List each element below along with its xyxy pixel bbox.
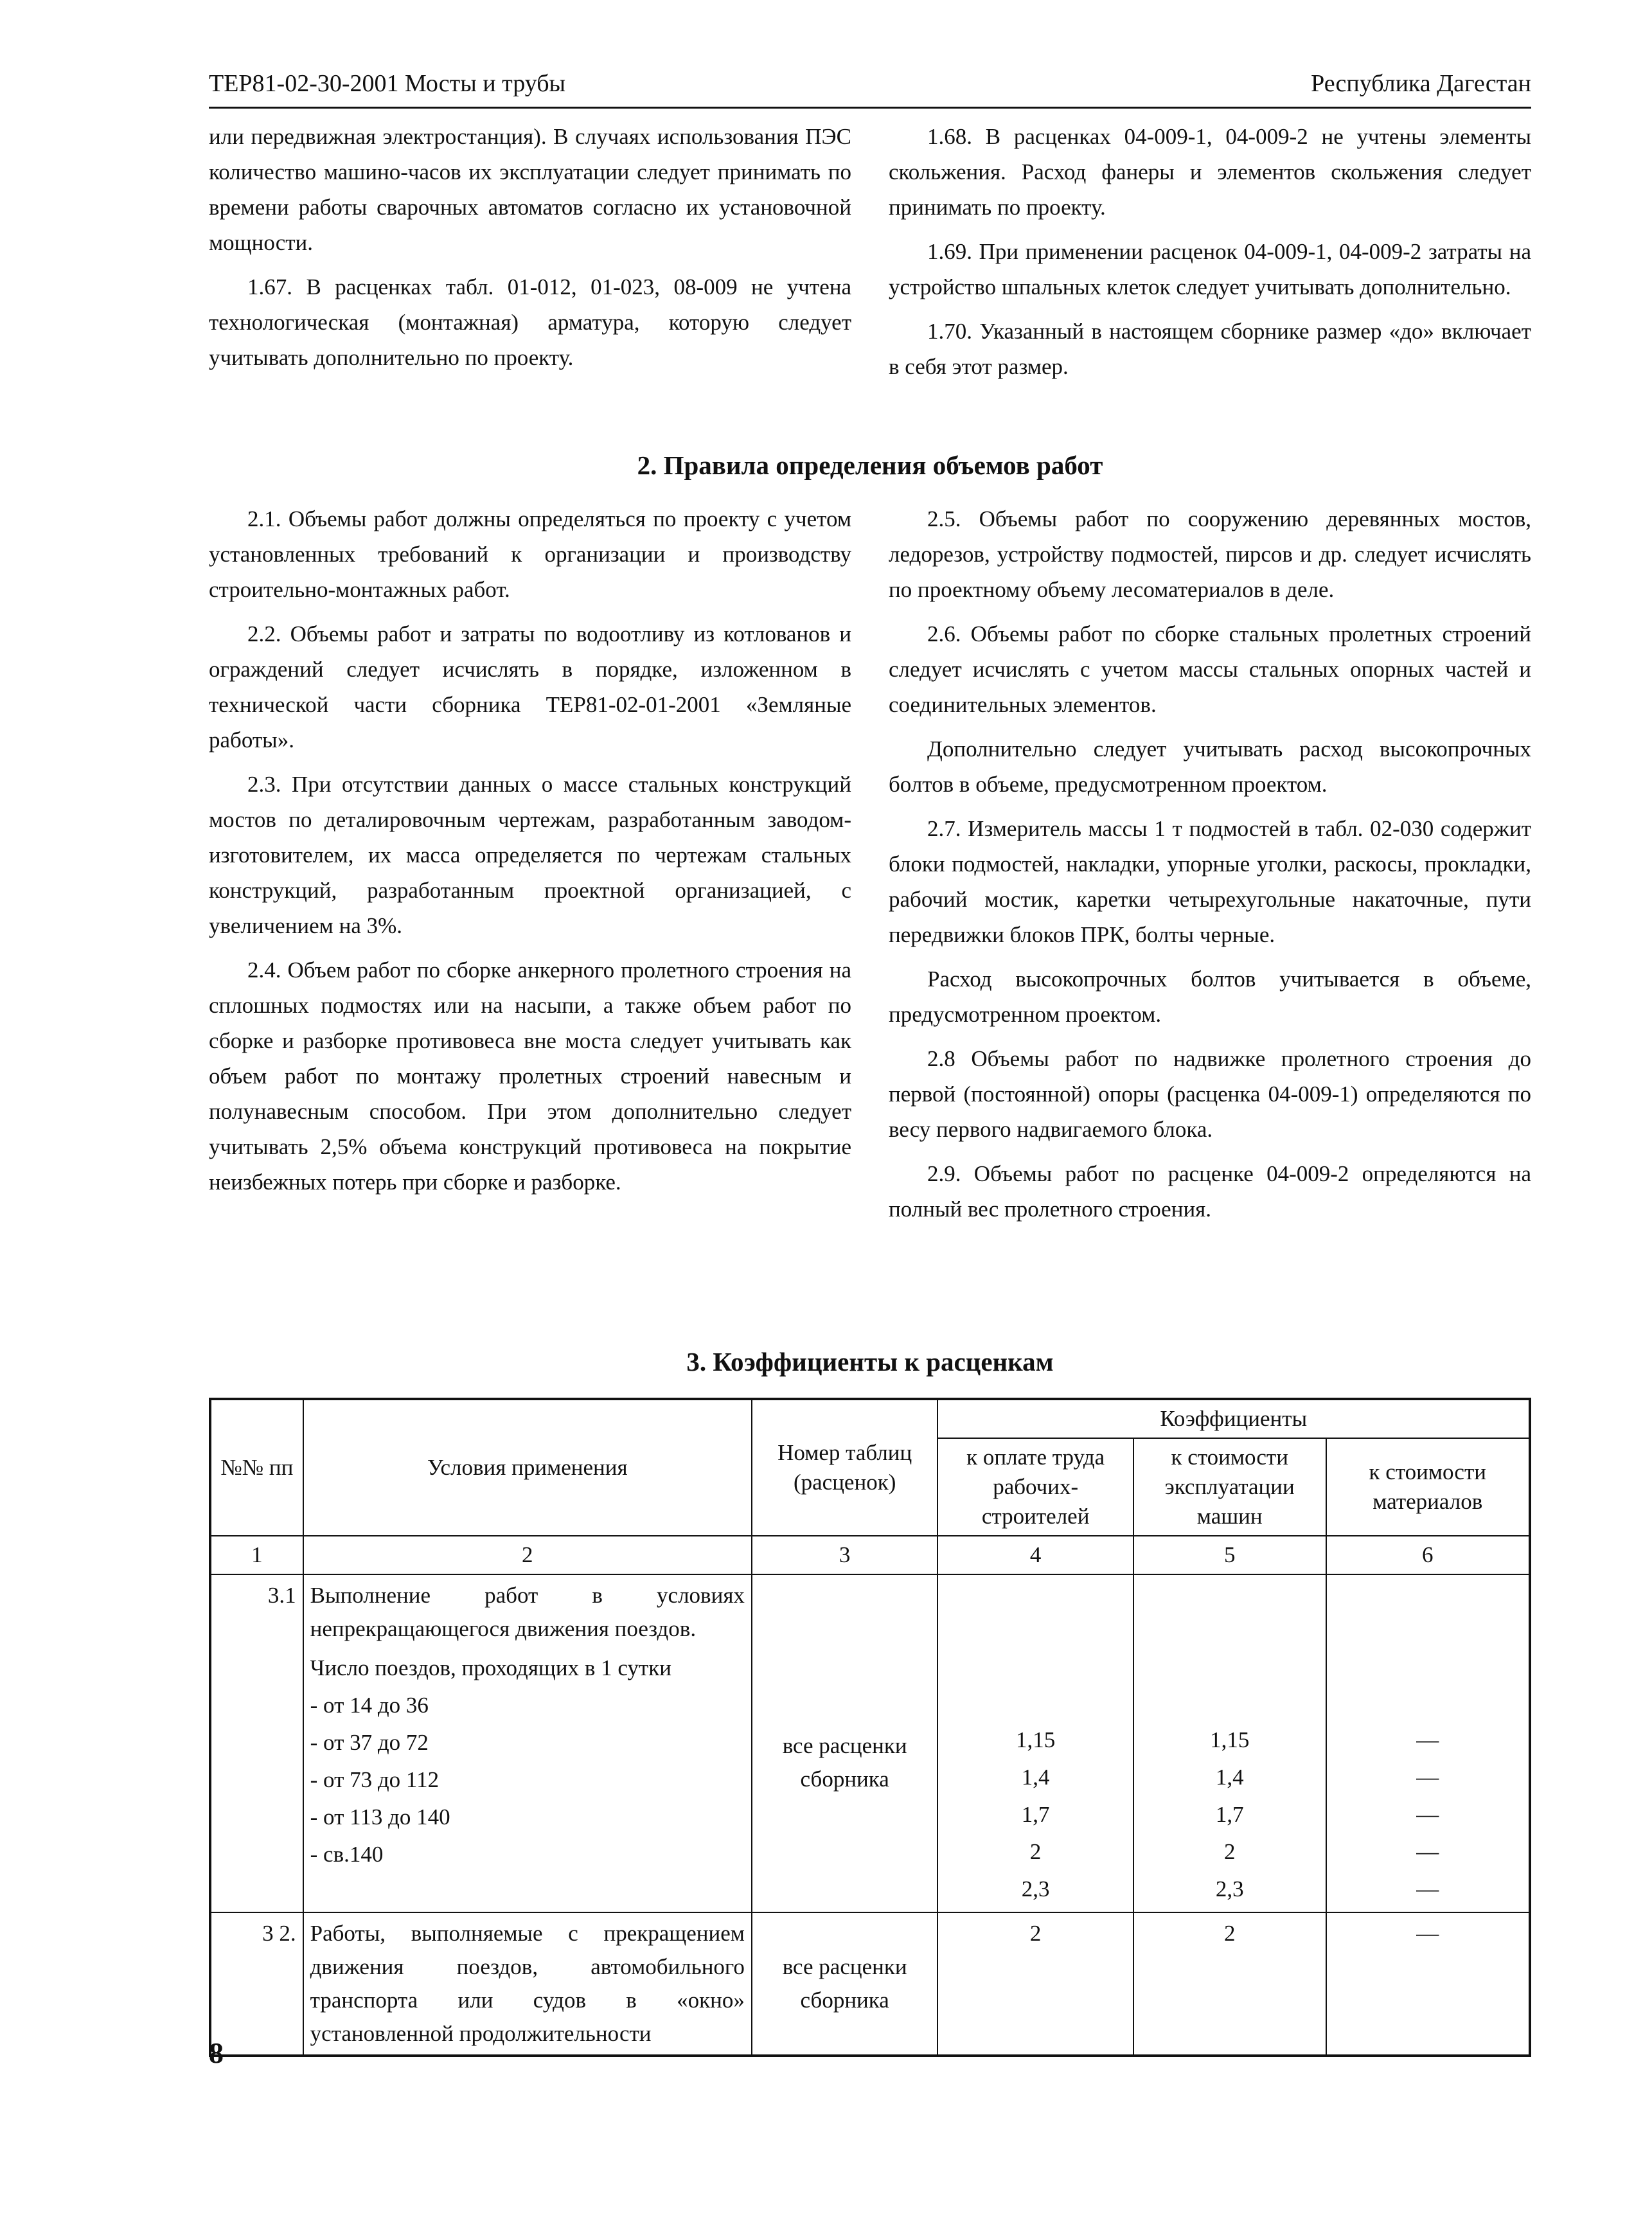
coefficient-value: 2 (1223, 1839, 1236, 1864)
paragraph: 2.6. Объемы работ по сборке стальных пролетных строений следует исчислять с учетом массы стальных опорных частей и соединительных элементов. (889, 621, 1531, 717)
header-region: Республика Дагестан (1311, 70, 1531, 97)
row-conditions: Работы, выполняемые с прекращением движения поездов, автомобильного транспорта или судов в «окно» установленной продолжительности (303, 1912, 752, 2056)
coefficient-value: — (1416, 1727, 1439, 1752)
paragraph: 2.3. При отсутствии данных о массе стальных конструкций мостов по деталировочным чертежам, разработанным заводом-изготовителем, их масса определяется по чертежам стальных конструкций, разработанным проектной организацией, с увеличением на 3%. (209, 772, 851, 938)
coefficient-value: 2,3 (1215, 1876, 1244, 1901)
intro-right-column (889, 119, 1531, 393)
header-coefficients: Коэффициенты (937, 1399, 1530, 1438)
paragraph: 2.2. Объемы работ и затраты по водоотливу из котлованов и ограждений следует исчислять в порядке, изложенном в технической части сборника ТЕР81-02-01-2001 «Земляные работы». (209, 621, 851, 752)
paragraph: Дополнительно следует учитывать расход высокопрочных болтов в объеме, предусмотренном проектом. (889, 736, 1531, 797)
coefficients-table (209, 1398, 1531, 2057)
coefficient-value: 1,7 (1215, 1802, 1244, 1827)
coefficient-value: 1,15 (1016, 1727, 1056, 1752)
coefficient-value: — (1416, 1802, 1439, 1827)
condition-line: - от 14 до 36 (310, 1693, 429, 1718)
section-2-right-column (889, 501, 1531, 1236)
condition-line: Выполнение работ в условиях непрекращающегося движения поездов. (310, 1583, 745, 1641)
row-machine-coefficients (1133, 1574, 1326, 1912)
paragraph: 1.67. В расценках табл. 01-012, 01-023, 08-009 не учтена технологическая (монтажная) арматура, которую следует учитывать дополнительно по проекту. (209, 274, 851, 370)
header-conditions: Условия применения (303, 1399, 752, 1536)
intro-left-column (209, 119, 851, 384)
row-table-numbers: все расценки сборника (752, 1912, 938, 2056)
condition-line: - от 113 до 140 (310, 1804, 450, 1830)
paragraph: Расход высокопрочных болтов учитывается в объеме, предусмотренном проектом. (889, 966, 1531, 1027)
table-header-row (210, 1399, 1530, 1438)
coefficient-value: — (1416, 1876, 1439, 1901)
paragraph: 2.1. Объемы работ должны определяться по проекту с учетом установленных требований к организации и производству строительно-монтажных работ. (209, 506, 851, 602)
coefficient-value: — (1416, 1765, 1439, 1790)
running-header (209, 64, 1531, 109)
coefficient-value: 1,4 (1021, 1765, 1050, 1790)
section-2-left-column (209, 501, 851, 1209)
column-number: 6 (1326, 1536, 1530, 1574)
section-3-title: 3. Коэффициенты к расценкам (686, 1347, 1054, 1376)
column-number: 4 (937, 1536, 1133, 1574)
table-row (210, 1574, 1530, 1912)
row-number: 3 2. (210, 1912, 303, 2056)
coefficient-value: 1,7 (1021, 1802, 1050, 1827)
column-number: 2 (303, 1536, 752, 1574)
paragraph: 2.8 Объемы работ по надвижке пролетного строения до первой (постоянной) опоры (расценка 04-009-1) определяются по весу первого надвигаемого блока. (889, 1046, 1531, 1142)
header-machines: к стоимости эксплуатации машин (1133, 1438, 1326, 1536)
paragraph: 1.68. В расценках 04-009-1, 04-009-2 не учтены элементы скольжения. Расход фанеры и элементов скольжения следует принимать по проекту. (889, 124, 1531, 220)
header-title: ТЕР81-02-30-2001 Мосты и трубы (209, 70, 566, 97)
coefficient-value: 1,15 (1210, 1727, 1250, 1752)
header-number: №№ пп (210, 1399, 303, 1536)
paragraph: 1.70. Указанный в настоящем сборнике размер «до» включает в себя этот размер. (889, 319, 1531, 379)
row-table-numbers: все расценки сборника (752, 1574, 938, 1912)
paragraph: 2.5. Объемы работ по сооружению деревянных мостов, ледорезов, устройству подмостей, пирсов и др. следует исчислять по проектному объему лесоматериалов в деле. (889, 506, 1531, 602)
row-material-coefficient: — (1326, 1912, 1530, 2056)
row-labor-coefficients (937, 1574, 1133, 1912)
condition-line: - от 37 до 72 (310, 1730, 429, 1755)
paragraph: 2.4. Объем работ по сборке анкерного пролетного строения на сплошных подмостях или на насыпи, а также объем работ по сборке и разборке противовеса вне моста следует учитывать как объем работ по монтажу пролетных строений навесным и полунавесным способом. При этом дополнительно следует учитывать 2,5% объема конструкций противовеса на покрытие неизбежных потерь при сборке и разборке. (209, 957, 851, 1195)
coefficient-value: 2 (1029, 1839, 1042, 1864)
condition-line: - св.140 (310, 1842, 384, 1867)
row-conditions (303, 1574, 752, 1912)
row-number: 3.1 (210, 1574, 303, 1912)
paragraph: или передвижная электростанция). В случаях использования ПЭС количество машино-часов их эксплуатации следует принимать по времени работы сварочных автоматов согласно их установочной мощности. (209, 124, 851, 255)
paragraph: 1.69. При применении расценок 04-009-1, 04-009-2 затраты на устройство шпальных клеток следует учитывать дополнительно. (889, 239, 1531, 299)
column-number: 5 (1133, 1536, 1326, 1574)
section-2-title: 2. Правила определения объемов работ (637, 450, 1103, 480)
table-row (210, 1912, 1530, 2056)
header-labor: к оплате труда рабочих-строителей (937, 1438, 1133, 1536)
condition-line: Число поездов, проходящих в 1 сутки (310, 1655, 671, 1680)
coefficient-value: 2,3 (1021, 1876, 1050, 1901)
row-machine-coefficient: 2 (1133, 1912, 1326, 2056)
column-number: 1 (210, 1536, 303, 1574)
row-material-coefficients (1326, 1574, 1530, 1912)
header-table-numbers: Номер таблиц (расценок) (752, 1399, 938, 1536)
page-number: 8 (209, 2036, 224, 2069)
column-number: 3 (752, 1536, 938, 1574)
paragraph: 2.7. Измеритель массы 1 т подмостей в табл. 02-030 содержит блоки подмостей, накладки, упорные уголки, раскосы, прокладки, рабочий мостик, каретки четырехугольные накаточные, пути передвижки блоков ПРК, болты черные. (889, 816, 1531, 947)
row-labor-coefficient: 2 (937, 1912, 1133, 2056)
table-column-numbers-row (210, 1536, 1530, 1574)
coefficient-value: 1,4 (1215, 1765, 1244, 1790)
coefficient-value: — (1416, 1839, 1439, 1864)
header-materials: к стоимости материалов (1326, 1438, 1530, 1536)
paragraph: 2.9. Объемы работ по расценке 04-009-2 определяются на полный вес пролетного строения. (889, 1161, 1531, 1222)
condition-line: - от 73 до 112 (310, 1767, 440, 1792)
